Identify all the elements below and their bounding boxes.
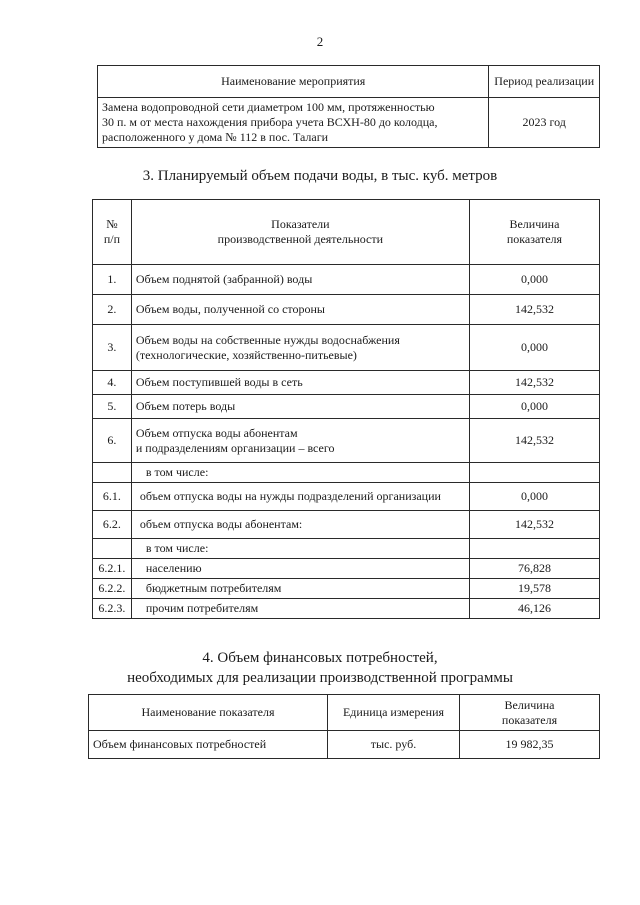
header-indicator-value: Величина показателя (460, 695, 600, 731)
table-row: 2. Объем воды, полученной со стороны 142,532 (93, 295, 600, 325)
page-number: 2 (316, 34, 324, 49)
header-value: Величина показателя (469, 200, 599, 265)
section3-title: 3. Планируемый объем подачи воды, в тыс. куб. метров (142, 168, 498, 184)
table-row: 1. Объем поднятой (забранной) воды 0,000 (93, 265, 600, 295)
measures-table (97, 65, 600, 148)
table-row: 6.2.2. бюджетным потребителям 19,578 (93, 579, 600, 599)
financial-needs-table (88, 694, 600, 759)
measure-period: 2023 год (489, 98, 600, 148)
table-row: в том числе: (93, 539, 600, 559)
table-row: 5. Объем потерь воды 0,000 (93, 395, 600, 419)
header-period: Период реализации (489, 66, 600, 98)
financial-unit: тыс. руб. (327, 731, 459, 759)
header-unit: Единица измерения (327, 695, 459, 731)
table-row: 6.1. объем отпуска воды на нужды подразделений организации 0,000 (93, 483, 600, 511)
financial-indicator-name: Объем финансовых потребностей (89, 731, 328, 759)
table-row: 4. Объем поступившей воды в сеть 142,532 (93, 371, 600, 395)
header-measure-name: Наименование мероприятия (98, 66, 489, 98)
financial-value: 19 982,35 (460, 731, 600, 759)
header-indicator: Показатели производственной деятельности (131, 200, 469, 265)
water-supply-table (92, 199, 600, 619)
table-row (98, 98, 600, 148)
table-row: в том числе: (93, 463, 600, 483)
table-row: 6.2.1. населению 76,828 (93, 559, 600, 579)
measure-description: Замена водопроводной сети диаметром 100 мм, протяженностью 30 п. м от места нахождения прибора учета ВСХН-80 до колодца, расположенного у дома № 112 в пос. Талаги (98, 98, 489, 148)
table-row (89, 731, 600, 759)
header-num: № п/п (93, 200, 132, 265)
table-row: 6.2. объем отпуска воды абонентам: 142,532 (93, 511, 600, 539)
section4-title: 4. Объем финансовых потребностей, необходимых для реализации производственной программы (127, 650, 513, 686)
table-row: 3. Объем воды на собственные нужды водоснабжения (технологические, хозяйственно-питьевые) 0,000 (93, 325, 600, 371)
table-row: 6.2.3. прочим потребителям 46,126 (93, 599, 600, 619)
table-row: 6. Объем отпуска воды абонентам и подразделениям организации – всего 142,532 (93, 419, 600, 463)
header-indicator-name: Наименование показателя (89, 695, 328, 731)
